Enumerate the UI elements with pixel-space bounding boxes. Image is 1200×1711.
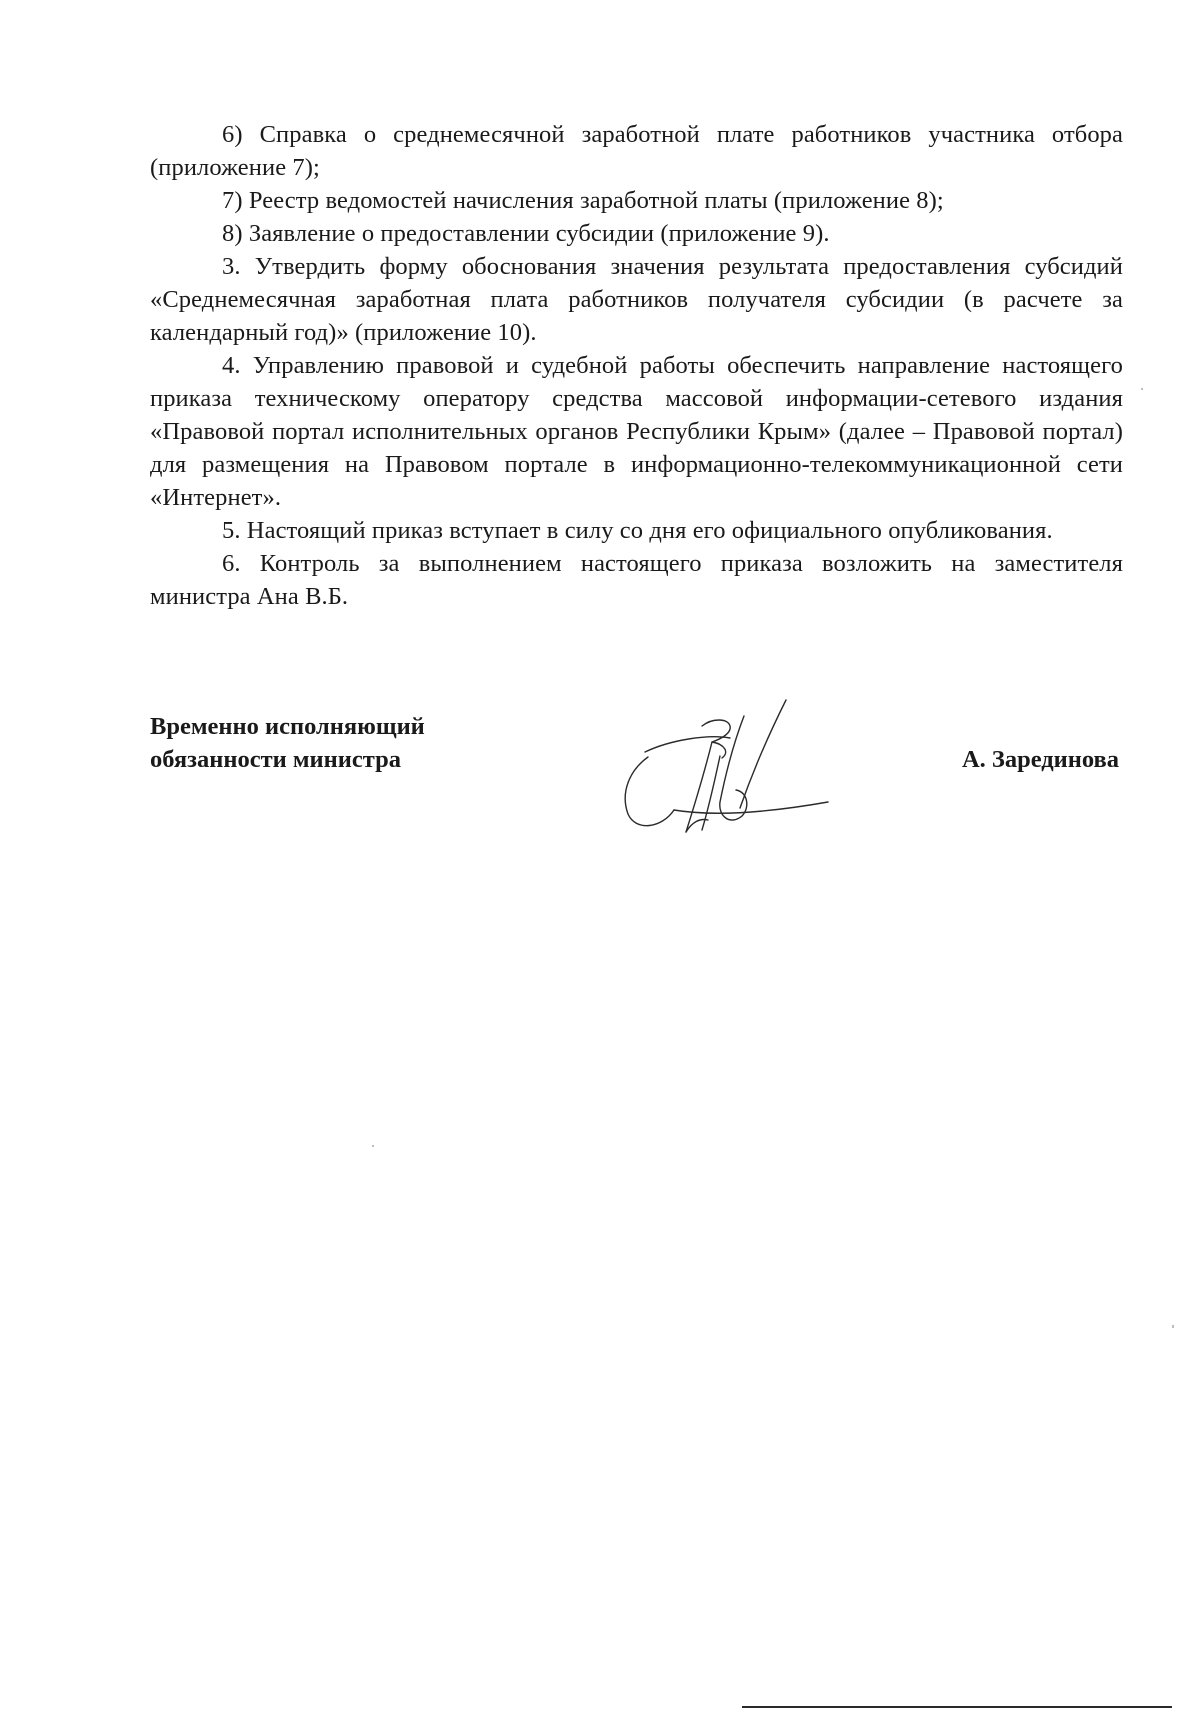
paragraph-clause-3: 3. Утвердить форму обоснования значения результата предоставления субсидий «Среднемесячная заработная плата работников получателя субсидии (в расчете за календарный год)» (приложение 10). — [150, 253, 1123, 346]
document-body — [150, 118, 1123, 613]
scan-artifact — [1141, 388, 1143, 390]
signer-name: А. Зарединова — [961, 746, 1119, 773]
handwritten-signature — [590, 692, 840, 842]
paragraph-item-6: 6) Справка о среднемесячной заработной плате работников участника отбора (приложение 7); — [150, 121, 1123, 181]
paragraph-item-7: 7) Реестр ведомостей начисления заработной платы (приложение 8); — [222, 187, 944, 214]
paragraph-clause-4: 4. Управлению правовой и судебной работы обеспечить направление настоящего приказа техническому оператору средства массовой информации-сетевого издания «Правовой портал исполнительных органов Республики Крым» (далее – Правовой портал) для размещения на Правовом портале в информационно-телекоммуникационной сети «Интернет». — [150, 352, 1123, 511]
paragraph-item-8: 8) Заявление о предоставлении субсидии (приложение 9). — [222, 220, 830, 247]
paragraph-clause-5: 5. Настоящий приказ вступает в силу со дня его официального опубликования. — [222, 517, 1053, 544]
scan-artifact — [1172, 1325, 1174, 1328]
signer-position-line-1: Временно исполняющий — [150, 713, 425, 740]
scan-bottom-edge — [742, 1706, 1172, 1708]
signer-position — [150, 710, 425, 776]
paragraph-clause-6: 6. Контроль за выполнением настоящего приказа возложить на заместителя министра Ана В.Б. — [150, 550, 1123, 610]
scan-artifact — [372, 1145, 374, 1147]
signature-block — [150, 704, 1123, 834]
signer-position-line-2: обязанности министра — [150, 746, 401, 773]
